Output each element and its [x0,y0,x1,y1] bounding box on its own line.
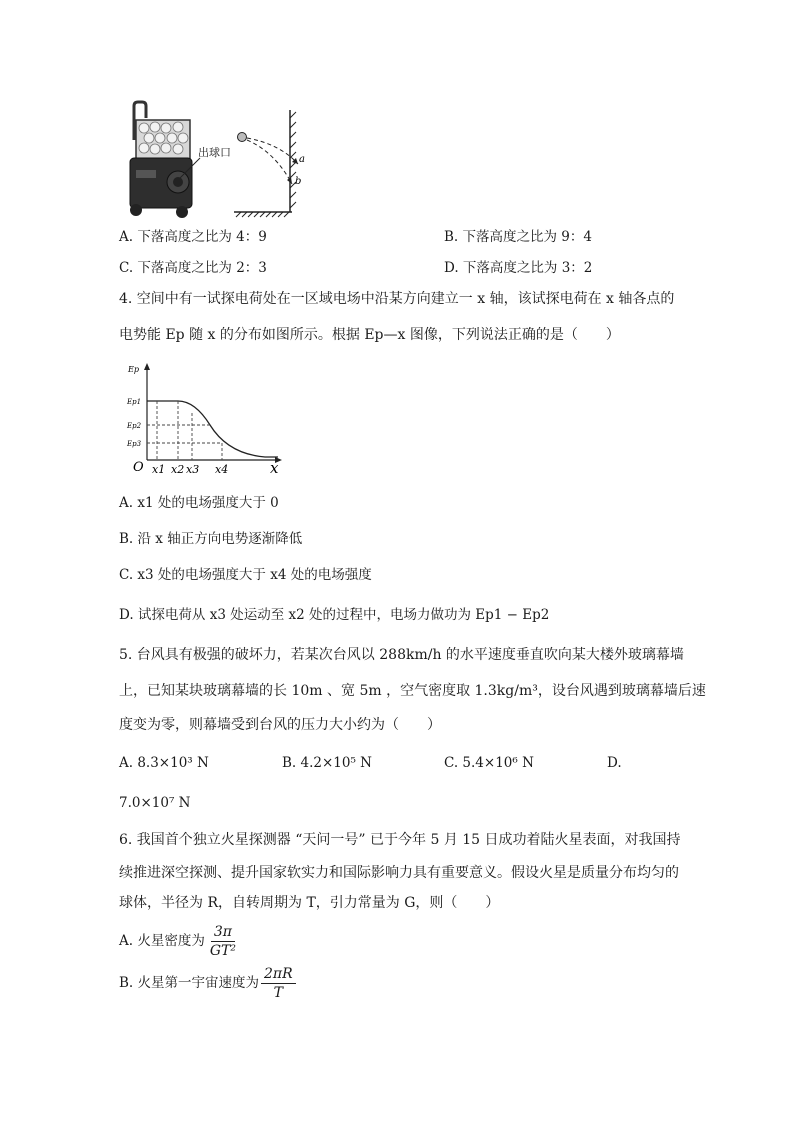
q6-option-a-numerator: 3π [211,923,235,942]
q4-option-b: B. 沿 x 轴正方向电势逐渐降低 [119,531,303,547]
graph-tick-x1: x1 [152,463,166,476]
q6-option-b-text: B. 火星第一宇宙速度为 [119,975,260,991]
q5-stem-line-2: 上，已知某块玻璃幕墙的长 10m 、宽 5m ，空气密度取 1.3kg/m³，设台风遇到玻璃幕墙后速 [119,683,706,699]
q3-option-b: B. 下落高度之比为 9：4 [444,229,592,245]
q5-option-d-label: D. [607,755,622,771]
q5-stem-line-3: 度变为零，则幕墙受到台风的压力大小约为（ ） [119,717,441,733]
q6-option-a [119,920,239,962]
q6-option-b-numerator: 2πR [261,965,296,984]
q6-option-b-denominator: T [273,984,284,1001]
q4-option-a: A. x1 处的电场强度大于 0 [119,495,279,511]
q3-option-d: D. 下落高度之比为 3：2 [444,260,593,276]
trajectory-a-label: a [299,154,305,165]
q4-option-d: D. 试探电荷从 x3 处运动至 x2 处的过程中，电场力做功为 Ep1 − Ep2 [119,607,550,623]
graph-x-axis-label: x [270,459,279,477]
q5-option-a: A. 8.3×10³ N [119,755,209,771]
q3-option-a: A. 下落高度之比为 4：9 [119,229,267,245]
graph-origin-label: O [133,460,144,475]
q6-option-a-denominator: GT² [209,942,236,959]
trajectory-b-label: b [295,176,302,187]
q6-stem-line-2: 续推进深空探测、提升国家软实力和国际影响力具有重要意义。假设火星是质量分布均匀的 [119,865,679,881]
graph-y-axis-label: Ep [128,365,139,374]
q4-stem-line-2: 电势能 Ep 随 x 的分布如图所示。根据 Ep—x 图像，下列说法正确的是（ ） [119,327,620,343]
graph-tick-ep2: Ep2 [127,422,142,430]
q5-option-d-value: 7.0×10⁷ N [119,795,191,811]
ep-x-graph [120,360,290,478]
outlet-label: 出球口 [198,146,231,159]
q4-option-c: C. x3 处的电场强度大于 x4 处的电场强度 [119,567,372,583]
q5-option-b: B. 4.2×10⁵ N [282,755,372,771]
q6-option-a-text: A. 火星密度为 [119,933,205,949]
q6-stem-line-3: 球体，半径为 R，自转周期为 T，引力常量为 G，则（ ） [119,895,500,911]
q6-option-b-fraction [261,965,296,1002]
q5-stem-line-1: 5. 台风具有极强的破坏力，若某次台风以 288km/h 的水平速度垂直吹向某大楼外玻璃幕墙 [119,647,684,663]
q6-option-a-fraction [207,923,239,960]
q6-stem-line-1: 6. 我国首个独立火星探测器 “天问一号” 已于今年 5 月 15 日成功着陆火星表面，对我国持 [119,832,681,848]
q4-stem-line-1: 4. 空间中有一试探电荷处在一区域电场中沿某方向建立一 x 轴，该试探电荷在 x 轴各点的 [119,291,675,307]
graph-tick-x3: x3 [186,463,200,476]
graph-tick-ep3: Ep3 [127,440,142,448]
graph-tick-ep1: Ep1 [127,398,142,406]
q6-option-b [119,962,296,1004]
graph-tick-x2: x2 [171,463,185,476]
q3-option-c: C. 下落高度之比为 2：3 [119,260,267,276]
graph-tick-x4: x4 [215,463,229,476]
q5-option-c: C. 5.4×10⁶ N [444,755,534,771]
